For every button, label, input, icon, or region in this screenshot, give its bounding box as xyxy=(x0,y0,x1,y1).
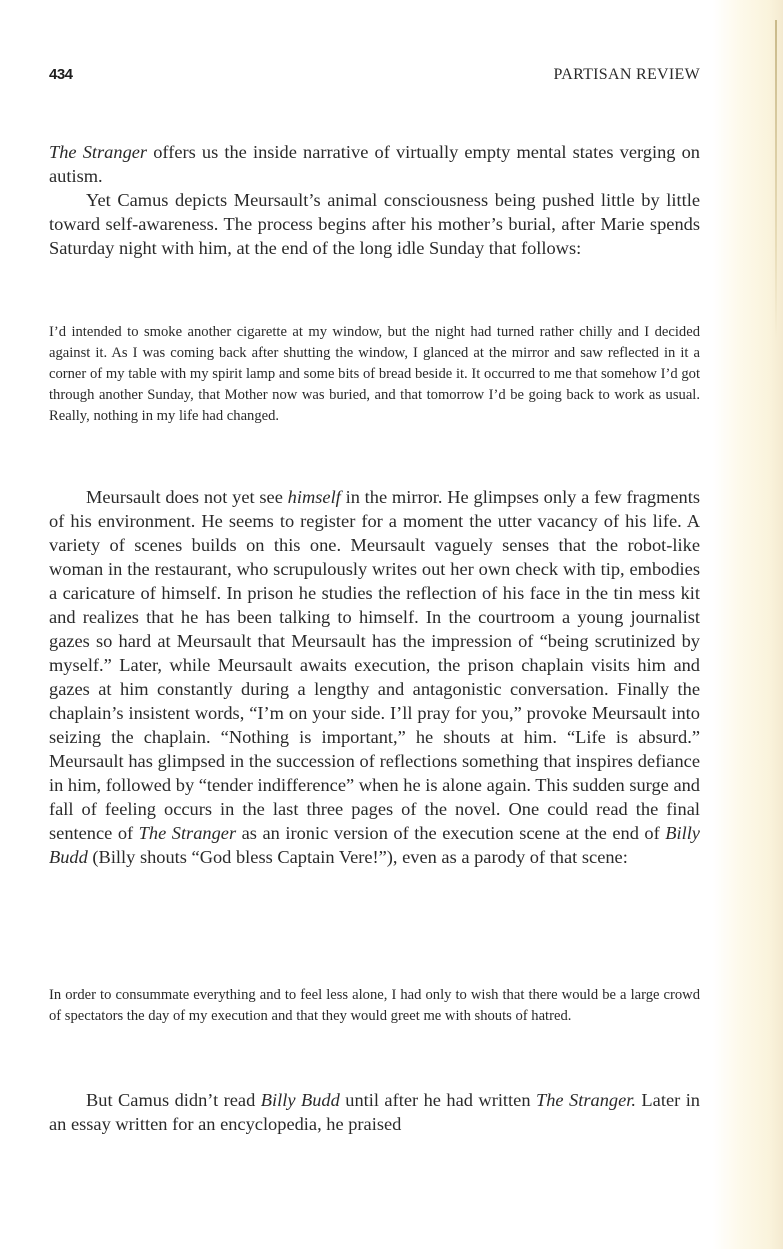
paragraph-text: until after he had written xyxy=(339,1090,536,1110)
emphasis: himself xyxy=(287,487,341,507)
paragraph-text: as an ironic version of the execution scene at the end of xyxy=(236,823,666,843)
book-title: Billy Budd xyxy=(260,1090,340,1110)
block-quote xyxy=(49,985,700,1027)
book-title: The Stranger xyxy=(49,142,148,162)
paragraph: Yet Camus depicts Meursault’s animal consciousness being pushed little by little toward self-awareness. The process begins after his mother’s burial, after Marie spends Saturday night with him, at the end of the long idle Sunday that follows: xyxy=(49,190,700,258)
paragraph xyxy=(49,1088,700,1136)
running-head xyxy=(49,66,700,90)
paragraph-text: offers us the inside narrative of virtually empty mental states verging on autism. xyxy=(49,142,700,186)
closing-paragraph xyxy=(49,1088,700,1136)
opening-paragraphs xyxy=(49,140,700,260)
book-title: The Stranger. xyxy=(535,1090,636,1110)
paragraph-text: Later in an essay written for an encyclopedia, he praised xyxy=(49,1090,700,1134)
block-quote-text: I’d intended to smoke another cigarette at my window, but the night had turned rather chilly and I decided against it. As I was coming back after shutting the window, I glanced at the mirror and saw reflected in it a corner of my table with my spirit lamp and some bits of bread beside it. It occurred to me that somehow I’d got through another Sunday, that Mother now was buried, and that tomorrow I’d be going back to work as usual. Really, nothing in my life had changed. xyxy=(49,324,700,424)
paragraph-text: But Camus didn’t read xyxy=(86,1090,261,1110)
block-quote-text: In order to consummate everything and to feel less alone, I had only to wish that there would be a large crowd of spectators the day of my execution and that they would greet me with shouts of hatred. xyxy=(49,987,700,1024)
paragraph-continuation xyxy=(49,140,700,188)
block-quote xyxy=(49,322,700,427)
paragraph-text: in the mirror. He glimpses only a few fragments of his environment. He seems to register for a moment the utter vacancy of his life. A variety of scenes builds on this one. Meursault vaguely senses that the robot-like woman in the restaurant, who scrupulously writes out her own check with tip, embodies a caricature of himself. In prison he studies the reflection of his face in the tin mess kit and realizes that he has been talking to himself. In the courtroom a young journalist gazes so hard at Meursault that Meursault has the impression of “being scrutinized by myself.” Later, while Meursault awaits execution, the prison chaplain visits him and gazes at him constantly during a lengthy and antagonistic conversation. Finally the chaplain’s insistent words, “I’m on your side. I’ll pray for you,” provoke Meursault into seizing the chaplain. “Nothing is important,” he shouts at him. “Life is absurd.” Meursault has glimpsed in the succession of reflections something that inspires defiance in him, followed by “tender indifference” when he is alone again. This sudden surge and fall of feeling occurs in the last three pages of the novel. One could read the final sentence of xyxy=(49,487,701,843)
journal-title: PARTISAN REVIEW xyxy=(553,66,700,83)
page-number: 434 xyxy=(49,66,73,83)
book-title: Billy Budd xyxy=(49,823,700,867)
main-paragraph xyxy=(49,485,700,869)
paragraph xyxy=(49,485,700,869)
book-title: The Stranger xyxy=(138,823,237,843)
paragraph-text: Meursault does not yet see xyxy=(86,487,288,507)
page-binding-shadow xyxy=(775,20,777,340)
paragraph-text: (Billy shouts “God bless Captain Vere!”), even as a parody of that scene: xyxy=(87,847,628,867)
page-edge-shading xyxy=(713,0,783,1249)
